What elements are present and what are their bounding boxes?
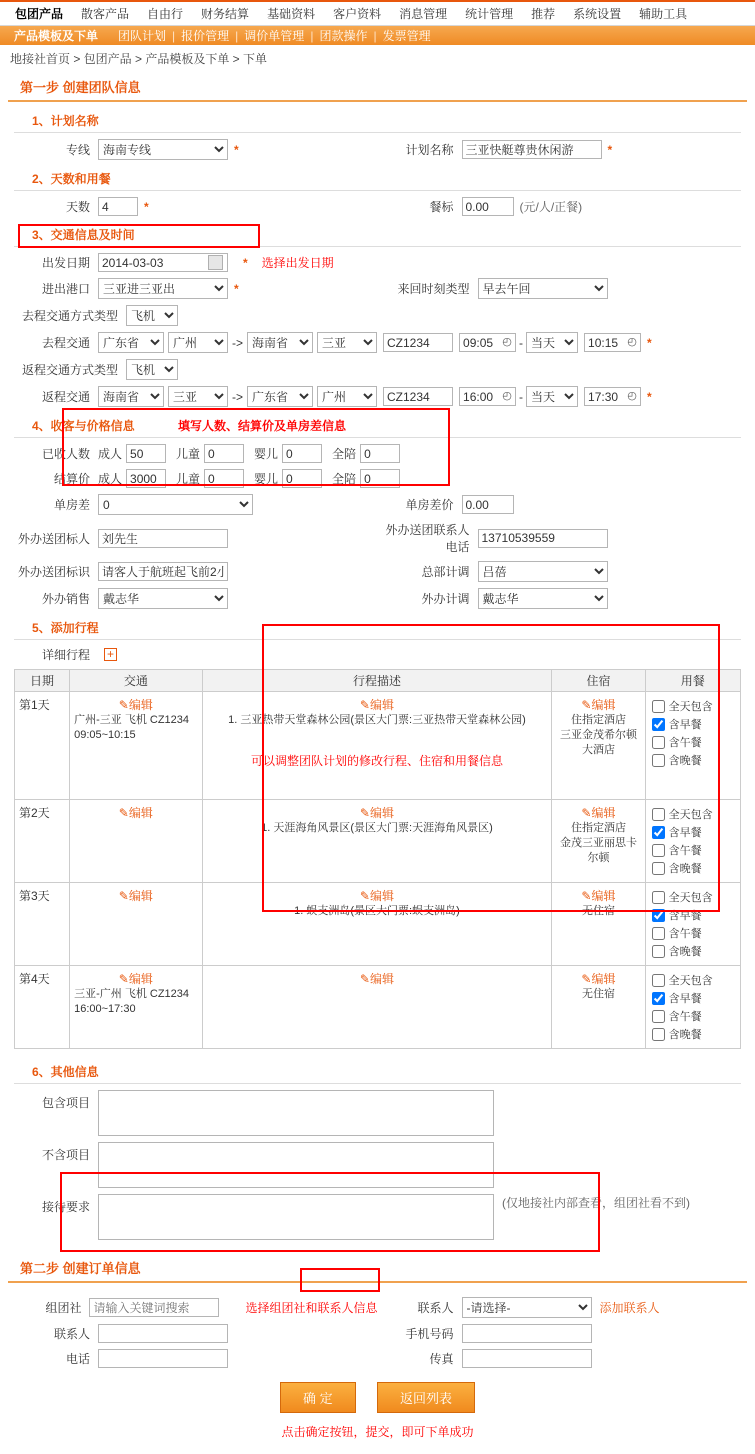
table-row [15, 966, 741, 1049]
meal-label: 含早餐 [668, 910, 702, 922]
cell-hotel [552, 800, 645, 883]
desc-text: 1. 天涯海角风景区(景区大门票:天涯海角风景区) [261, 822, 493, 834]
back-to-city-select[interactable] [317, 386, 377, 407]
meal-label: 含晚餐 [668, 755, 702, 767]
transport-text: 三亚-广州 飞机 CZ1234 16:00~17:30 [74, 988, 190, 1015]
edit-link[interactable] [581, 806, 615, 820]
child-label: 儿童 [176, 447, 201, 461]
divider [14, 437, 741, 438]
section2-legend: 2、天数和用餐 [32, 172, 111, 186]
meal-checkbox-lunch[interactable] [652, 736, 665, 749]
required-mark: * [607, 142, 613, 157]
meal-option[interactable] [650, 734, 736, 750]
itinerary-table [14, 669, 741, 1049]
pencil-icon: ✎ [581, 889, 592, 903]
edit-link[interactable] [360, 806, 394, 820]
confirm-button[interactable]: 确 定 [280, 1382, 356, 1413]
meal-option[interactable] [650, 860, 736, 876]
meal-option[interactable] [650, 943, 736, 959]
cell-date: 第4天 [15, 966, 70, 1049]
annotation-agency: 选择组团社和联系人信息 [245, 1301, 378, 1315]
dash-label: - [519, 389, 524, 404]
required-mark: * [243, 255, 248, 270]
top-menu[interactable] [0, 0, 755, 26]
go-flight-input[interactable] [383, 333, 453, 352]
contact2-label: 联系人 [53, 1327, 90, 1341]
section-transport [14, 226, 741, 407]
col-meal: 用餐 [645, 670, 740, 692]
required-mark: * [234, 142, 239, 157]
footer-tip: 点击确定按钮，提交，即可下单成功 [281, 1425, 474, 1439]
desc-text: 1. 三亚热带天堂森林公园(景区大门票:三亚热带天堂森林公园) [228, 714, 526, 726]
submenu-item-2[interactable]: 报价管理 [181, 29, 230, 43]
divider [14, 246, 741, 247]
go-type-label: 去程交通方式类型 [21, 309, 118, 323]
back-type-label: 返程交通方式类型 [21, 363, 118, 377]
pencil-icon: ✎ [118, 889, 129, 903]
mobile-label: 手机号码 [405, 1327, 454, 1341]
sender-input[interactable] [98, 529, 228, 548]
submenu-divider: | [235, 28, 239, 43]
meal-label: 含午餐 [668, 1011, 702, 1023]
meal-option[interactable] [650, 842, 736, 858]
divider [14, 1083, 741, 1084]
edit-label: 编辑 [369, 698, 394, 712]
sign-input[interactable] [98, 562, 228, 581]
planner-select[interactable] [478, 588, 608, 609]
booked-baby-input[interactable] [282, 444, 322, 463]
meal-option[interactable] [650, 889, 736, 905]
go-transport-label: 去程交通 [41, 336, 90, 350]
edit-link[interactable] [581, 698, 615, 712]
submenu-item-3[interactable]: 调价单管理 [244, 29, 305, 43]
fax-input[interactable] [462, 1349, 592, 1368]
meal-label: 含晚餐 [668, 946, 702, 958]
meal-option[interactable] [650, 1008, 736, 1024]
cell-transport [70, 800, 202, 883]
breadcrumb[interactable] [0, 45, 755, 71]
meal-standard-label: 餐标 [429, 200, 454, 214]
sender-phone-input[interactable] [478, 529, 608, 548]
meal-label: 含晚餐 [668, 1029, 702, 1041]
annotation-itinerary: 可以调整团队计划的修改行程、住宿和用餐信息 [250, 754, 503, 768]
pencil-icon: ✎ [581, 972, 592, 986]
meal-checkbox-dinner[interactable] [652, 862, 665, 875]
meal-option[interactable] [650, 716, 736, 732]
meal-label: 含早餐 [668, 993, 702, 1005]
planner-label: 外办计调 [421, 592, 470, 606]
edit-label: 编辑 [128, 806, 153, 820]
clock-icon[interactable]: ◴ [499, 333, 516, 352]
contact-label: 联系人 [417, 1301, 454, 1315]
menu-item-4[interactable]: 基础资料 [267, 6, 316, 21]
cell-meals [645, 966, 740, 1049]
menu-item-2[interactable]: 自由行 [147, 6, 184, 21]
go-arrive-time-input[interactable] [584, 333, 624, 352]
meal-checkbox-allday[interactable] [652, 974, 665, 987]
meal-label: 全天包含 [668, 975, 713, 987]
hq-planner-select[interactable] [478, 561, 608, 582]
meal-checkbox-allday[interactable] [652, 808, 665, 821]
cell-desc [202, 692, 552, 800]
edit-link[interactable] [360, 889, 394, 903]
roundtrip-select[interactable] [478, 278, 608, 299]
submenu-divider: | [172, 28, 176, 43]
edit-label: 编辑 [369, 806, 394, 820]
cell-desc [202, 883, 552, 966]
contact-select[interactable] [462, 1297, 592, 1318]
contact2-input[interactable] [98, 1324, 228, 1343]
submenu-item-0[interactable]: 产品模板及下单 [14, 29, 99, 43]
room-diff-select[interactable] [98, 494, 253, 515]
back-day-select[interactable] [526, 386, 578, 407]
divider [14, 639, 741, 640]
detail-itinerary-label: 详细行程 [41, 648, 90, 662]
meal-label: 含午餐 [668, 845, 702, 857]
pencil-icon: ✎ [118, 972, 129, 986]
fax-label: 传真 [429, 1352, 454, 1366]
add-contact-link[interactable]: 添加联系人 [599, 1301, 660, 1315]
meal-option[interactable] [650, 972, 736, 988]
tel-label: 电话 [65, 1352, 90, 1366]
menu-item-1[interactable]: 散客产品 [81, 6, 130, 21]
cell-transport [70, 692, 202, 800]
line-label: 专线 [65, 143, 90, 157]
meal-label: 全天包含 [668, 701, 713, 713]
exclude-textarea[interactable] [98, 1142, 494, 1188]
back-transport-label: 返程交通 [41, 390, 90, 404]
edit-label: 编辑 [128, 972, 153, 986]
settle-child-input[interactable] [204, 469, 244, 488]
cell-transport [70, 883, 202, 966]
clock-icon[interactable]: ◴ [624, 333, 641, 352]
sender-phone-label: 外办送团联系人电话 [385, 523, 470, 554]
sales-select[interactable] [98, 588, 228, 609]
section-days-meal [14, 170, 741, 216]
port-select[interactable] [98, 278, 228, 299]
cell-transport [70, 966, 202, 1049]
pencil-icon: ✎ [118, 698, 129, 712]
full-label: 全陪 [332, 447, 357, 461]
meal-option[interactable] [650, 925, 736, 941]
cell-hotel [552, 966, 645, 1049]
line-select[interactable] [98, 139, 228, 160]
sales-label: 外办销售 [41, 592, 90, 606]
meal-label: 含早餐 [668, 827, 702, 839]
booked-label: 已收人数 [41, 447, 90, 461]
pencil-icon: ✎ [359, 698, 370, 712]
submenu-item-5[interactable]: 发票管理 [382, 29, 431, 43]
required-mark: * [234, 281, 239, 296]
pencil-icon: ✎ [359, 972, 370, 986]
hotel-text: 无住宿 [581, 988, 615, 1000]
meal-option[interactable] [650, 824, 736, 840]
col-date: 日期 [15, 670, 70, 692]
pencil-icon: ✎ [359, 889, 370, 903]
section4-legend-text: 4、收客与价格信息 [32, 419, 135, 433]
edit-link[interactable] [360, 972, 394, 986]
step1-title: 第一步 创建团队信息 [8, 73, 747, 102]
meal-label: 全天包含 [668, 892, 713, 904]
step2-title: 第二步 创建订单信息 [8, 1254, 747, 1283]
meal-option[interactable] [650, 990, 736, 1006]
section3-legend: 3、交通信息及时间 [32, 228, 135, 242]
divider [14, 132, 741, 133]
section-order-info [14, 1297, 741, 1368]
menu-item-0[interactable]: 包团产品 [15, 6, 64, 21]
menu-item-8[interactable]: 推荐 [531, 6, 556, 21]
menu-item-3[interactable]: 财务结算 [201, 6, 250, 21]
required-mark: * [647, 335, 652, 350]
edit-label: 编辑 [591, 698, 616, 712]
cell-date: 第1天 [15, 692, 70, 800]
roundtrip-label: 来回时刻类型 [397, 282, 470, 296]
section1-legend: 1、计划名称 [32, 114, 99, 128]
col-description: 行程描述 [202, 670, 552, 692]
submenu-divider: | [310, 28, 314, 43]
meal-standard-input[interactable] [462, 197, 514, 216]
pencil-icon: ✎ [581, 806, 592, 820]
edit-label: 编辑 [591, 806, 616, 820]
cell-meals [645, 883, 740, 966]
annotation-guests: 填写人数、结算价及单房差信息 [178, 419, 347, 433]
edit-link[interactable] [119, 889, 153, 903]
edit-link[interactable] [119, 698, 153, 712]
room-diff-label: 单房差 [53, 498, 90, 512]
footer-buttons [0, 1382, 755, 1413]
meal-option[interactable] [650, 752, 736, 768]
arrow-label: -> [232, 335, 244, 350]
cell-date: 第2天 [15, 800, 70, 883]
meal-checkbox-breakfast[interactable] [652, 992, 665, 1005]
back-depart-time-input[interactable] [459, 387, 499, 406]
receive-note: (仅地接社内部查看，组团社看不到) [502, 1196, 690, 1210]
cell-meals [645, 800, 740, 883]
meal-label: 含早餐 [668, 719, 702, 731]
edit-label: 编辑 [591, 889, 616, 903]
adult-label: 成人 [98, 472, 123, 486]
menu-item-7[interactable]: 统计管理 [465, 6, 514, 21]
days-label: 天数 [65, 200, 90, 214]
back-to-list-button[interactable]: 返回列表 [377, 1382, 475, 1413]
meal-checkbox-allday[interactable] [652, 700, 665, 713]
back-from-city-select[interactable] [168, 386, 228, 407]
go-type-select[interactable] [126, 305, 178, 326]
edit-link[interactable] [119, 806, 153, 820]
go-to-city-select[interactable] [317, 332, 377, 353]
plan-name-input[interactable] [462, 140, 602, 159]
settle-baby-input[interactable] [282, 469, 322, 488]
add-itinerary-icon[interactable]: + [104, 648, 117, 661]
meal-checkbox-breakfast[interactable] [652, 826, 665, 839]
section-itinerary [14, 619, 741, 663]
submenu-divider: | [373, 28, 377, 43]
edit-link[interactable] [581, 972, 615, 986]
cell-date: 第3天 [15, 883, 70, 966]
section6-legend: 6、其他信息 [32, 1065, 99, 1079]
required-mark: * [144, 199, 149, 214]
booked-full-input[interactable] [360, 444, 400, 463]
edit-label: 编辑 [369, 972, 394, 986]
agency-input[interactable] [89, 1298, 219, 1317]
section-plan-name [14, 112, 741, 160]
booked-adult-input[interactable] [126, 444, 166, 463]
edit-link[interactable] [360, 698, 394, 712]
settle-label: 结算价 [53, 472, 90, 486]
pencil-icon: ✎ [118, 806, 129, 820]
meal-checkbox-allday[interactable] [652, 891, 665, 904]
back-from-province-select[interactable] [98, 386, 164, 407]
edit-label: 编辑 [128, 889, 153, 903]
meal-unit: (元/人/正餐) [519, 200, 583, 214]
depart-date-label: 出发日期 [41, 256, 90, 270]
annotation-depart-date: 选择出发日期 [261, 256, 334, 270]
clock-icon[interactable]: ◴ [624, 387, 641, 406]
breadcrumb-text: 地接社首页 > 包团产品 > 产品模板及下单 > 下单 [10, 52, 268, 66]
edit-link[interactable] [581, 889, 615, 903]
hq-planner-label: 总部计调 [421, 565, 470, 579]
meal-option[interactable] [650, 698, 736, 714]
sub-menu[interactable] [0, 26, 755, 45]
pencil-icon: ✎ [581, 698, 592, 712]
meal-label: 含午餐 [668, 737, 702, 749]
go-from-province-select[interactable] [98, 332, 164, 353]
edit-link[interactable] [119, 972, 153, 986]
child-label: 儿童 [176, 472, 201, 486]
menu-item-6[interactable]: 消息管理 [399, 6, 448, 21]
sender-label: 外办送团标人 [17, 531, 90, 546]
cell-desc [202, 800, 552, 883]
go-to-province-select[interactable] [247, 332, 313, 353]
section-other-info [14, 1063, 741, 1240]
calendar-icon[interactable] [208, 255, 223, 270]
go-from-city-select[interactable] [168, 332, 228, 353]
plan-name-label: 计划名称 [405, 143, 454, 157]
meal-label: 全天包含 [668, 809, 713, 821]
cell-desc [202, 966, 552, 1049]
baby-label: 婴儿 [254, 447, 279, 461]
cell-meals [645, 692, 740, 800]
menu-item-10[interactable]: 辅助工具 [639, 6, 688, 21]
port-label: 进出港口 [41, 282, 90, 296]
arrow-label: -> [232, 389, 244, 404]
section5-legend: 5、添加行程 [32, 621, 99, 635]
room-diff-price-label: 单房差价 [405, 498, 454, 512]
hotel-text: 无住宿 [581, 905, 615, 917]
meal-label: 含晚餐 [668, 863, 702, 875]
transport-text: 广州-三亚 飞机 CZ1234 09:05~10:15 [74, 714, 190, 741]
dash-label: - [519, 335, 524, 350]
divider [14, 190, 741, 191]
table-header-row [15, 670, 741, 692]
go-day-select[interactable] [526, 332, 578, 353]
meal-checkbox-lunch[interactable] [652, 1010, 665, 1023]
include-label: 包含项目 [41, 1096, 90, 1110]
settle-adult-input[interactable] [126, 469, 166, 488]
table-row [15, 883, 741, 966]
include-textarea[interactable] [98, 1090, 494, 1136]
meal-checkbox-dinner[interactable] [652, 945, 665, 958]
go-depart-time-input[interactable] [459, 333, 499, 352]
meal-checkbox-breakfast[interactable] [652, 909, 665, 922]
full-label: 全陪 [332, 472, 357, 486]
menu-item-9[interactable]: 系统设置 [573, 6, 622, 21]
table-row [15, 692, 741, 800]
sign-label: 外办送团标识 [17, 565, 90, 579]
required-mark: * [647, 389, 652, 404]
edit-label: 编辑 [128, 698, 153, 712]
cell-hotel [552, 883, 645, 966]
col-hotel: 住宿 [552, 670, 645, 692]
meal-label: 含午餐 [668, 928, 702, 940]
agency-label: 组团社 [45, 1301, 82, 1315]
edit-label: 编辑 [591, 972, 616, 986]
table-row [15, 800, 741, 883]
back-flight-input[interactable] [383, 387, 453, 406]
hotel-text: 住指定酒店 三亚金茂希尔顿大酒店 [559, 714, 637, 756]
adult-label: 成人 [98, 447, 123, 461]
tel-input[interactable] [98, 1349, 228, 1368]
back-to-province-select[interactable] [247, 386, 313, 407]
section-guests-price [14, 417, 741, 609]
baby-label: 婴儿 [254, 472, 279, 486]
clock-icon[interactable]: ◴ [499, 387, 516, 406]
meal-option[interactable] [650, 907, 736, 923]
meal-option[interactable] [650, 1026, 736, 1042]
meal-checkbox-breakfast[interactable] [652, 718, 665, 731]
receive-textarea[interactable] [98, 1194, 494, 1240]
pencil-icon: ✎ [359, 806, 370, 820]
meal-checkbox-dinner[interactable] [652, 754, 665, 767]
meal-checkbox-lunch[interactable] [652, 844, 665, 857]
exclude-label: 不含项目 [41, 1148, 90, 1162]
back-type-select[interactable] [126, 359, 178, 380]
hotel-text: 住指定酒店 金茂三亚丽思卡尔顿 [559, 822, 637, 864]
submenu-item-4[interactable]: 团款操作 [319, 29, 368, 43]
col-transport: 交通 [70, 670, 202, 692]
meal-option[interactable] [650, 806, 736, 822]
room-diff-price-input[interactable] [462, 495, 514, 514]
section4-legend [14, 417, 741, 434]
desc-text: 1. 蜈支洲岛(景区大门票:蜈支洲岛) [294, 905, 460, 917]
cell-hotel [552, 692, 645, 800]
meal-checkbox-dinner[interactable] [652, 1028, 665, 1041]
edit-label: 编辑 [369, 889, 394, 903]
booked-child-input[interactable] [204, 444, 244, 463]
meal-checkbox-lunch[interactable] [652, 927, 665, 940]
mobile-input[interactable] [462, 1324, 592, 1343]
days-input[interactable] [98, 197, 138, 216]
receive-label: 接待要求 [41, 1200, 90, 1214]
submenu-item-1[interactable]: 团队计划 [118, 29, 167, 43]
back-arrive-time-input[interactable] [584, 387, 624, 406]
settle-full-input[interactable] [360, 469, 400, 488]
menu-item-5[interactable]: 客户资料 [333, 6, 382, 21]
